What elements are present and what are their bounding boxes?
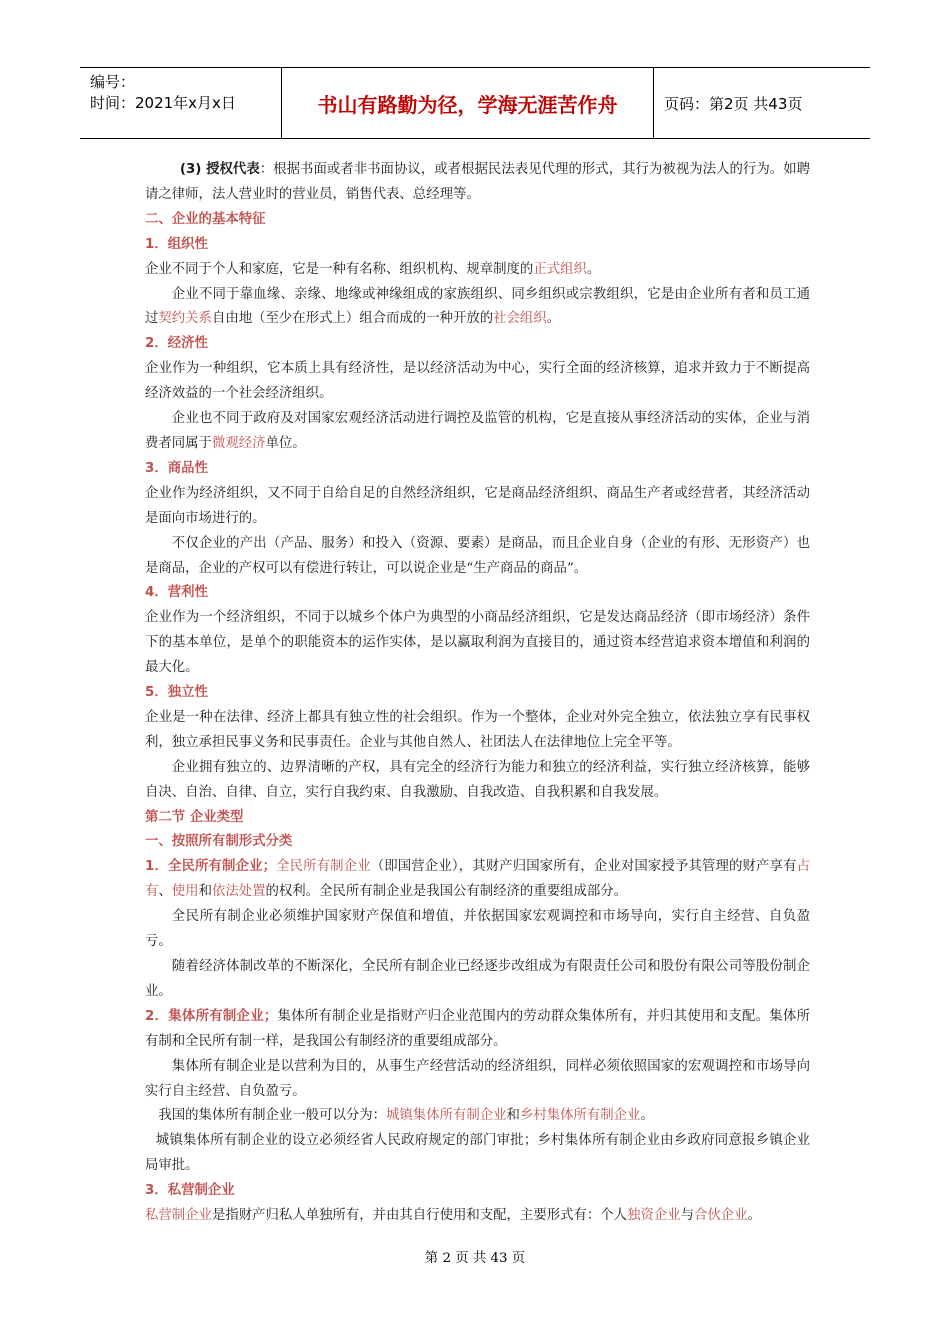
heading-organization: 1．组织性 [145,236,208,252]
heading-economic: 2．经济性 [145,336,208,352]
page-header [80,67,870,139]
paragraph-org-1: 企业不同于个人和家庭，它是一种有名称、组织机构、规章制度的正式组织。 [145,261,601,277]
paragraph-org-2: 企业不同于靠血缘、亲缘、地缘或神缘组成的家族组织、同乡组织或宗教组织，它是由企业所有者和员工通过契约关系自由地（至少在形式上）组合而成的一种开放的社会组织。 [145,286,810,327]
heading-ownership: 一、按照所有制形式分类 [145,834,293,850]
paragraph-econ-2: 企业也不同于政府及对国家宏观经济活动进行调控及监管的机构，它是直接从事经济活动的实体，企业与消费者同属于微观经济单位。 [145,411,810,451]
paragraph-authorized-rep: (3) 授权代表：根据书面或者非书面协议，或者根据民法表见代理的形式，其行为被视为法人的行为。如聘请之律师，法人营业时的营业员，销售代表、总经理等。 [145,162,811,202]
state-enterprise-term: 1．全民所有制企业； [145,859,276,875]
time-label: 时间：2021年x月x日 [90,94,236,112]
heading-private: 3．私营制企业 [145,1183,235,1199]
paragraph-comm-1: 企业作为经济组织，又不同于自给自足的自然经济组织，它是商品经济组织、商品生产者或经营者，其经济活动是面向市场进行的。 [145,485,810,526]
paragraph-econ-1: 企业作为一种组织，它本质上具有经济性，是以经济活动为中心，实行全面的经济核算，追求并致力于不断提高经济效益的一个社会经济组织。 [145,361,810,402]
paragraph-indep-2: 企业拥有独立的、边界清晰的产权，具有完全的经济行为能力和独立的经济利益，实行独立经济核算，能够自决、自治、自律、自立，实行自我约束、自我激励、自我改造、自我积累和自我发展。 [145,759,810,800]
link-rural-collective[interactable]: 乡村集体所有制企业 [519,1108,641,1124]
link-social-organization[interactable]: 社会组织 [493,311,547,327]
paragraph-state-3: 随着经济体制改革的不断深化，全民所有制企业已经逐步改组成为有限责任公司和股份有限公司等股份制企业。 [145,959,810,999]
paragraph-collective-3: 我国的集体所有制企业一般可以分为：城镇集体所有制企业和乡村集体所有制企业。 [158,1108,654,1124]
link-sole-proprietorship[interactable]: 独资企业 [627,1208,681,1224]
paragraph-collective-4: 城镇集体所有制企业的设立必须经省人民政府规定的部门审批；乡村集体所有制企业由乡政府同意报乡镇企业局审批。 [145,1133,810,1174]
authorized-rep-term: (3) 授权代表 [179,162,260,177]
heading-section-2: 第二节 企业类型 [145,809,244,825]
link-urban-collective[interactable]: 城镇集体所有制企业 [386,1108,507,1124]
header-meta [80,68,282,138]
heading-commodity: 3．商品性 [145,460,208,476]
paragraph-comm-2: 不仅企业的产出（产品、服务）和投入（资源、要素）是商品，而且企业自身（企业的有形、无形资产）也是商品，企业的产权可以有偿进行转让，可以说企业是“生产商品的商品”。 [145,535,810,576]
link-lawful-disposal[interactable]: 依法处置 [211,884,266,900]
link-state-enterprise[interactable]: 全民所有制企业 [275,859,371,875]
link-use[interactable]: 使用 [171,884,199,900]
header-motto: 书山有路勤为径，学海无涯苦作舟 [282,68,654,138]
paragraph-collective-1: 2．集体所有制企业；集体所有制企业是指财产归企业范围内的劳动群众集体所有，并归其使用和支配。集体所有制和全民所有制一样，是我国公有制经济的重要组成部分。 [145,1008,810,1049]
paragraph-state-1: 1．全民所有制企业；全民所有制企业（即国营企业），其财产归国家所有，企业对国家授予其管理的财产享有占有、使用和依法处置的权利。全民所有制企业是我国公有制经济的重要组成部分。 [145,859,810,900]
link-micro-economy[interactable]: 微观经济 [211,435,266,451]
page-footer: 第 2 页 共 43 页 [424,1251,526,1266]
link-contract-relation[interactable]: 契约关系 [158,311,212,327]
paragraph-profit-1: 企业作为一个经济组织，不同于以城乡个体户为典型的小商品经济组织，它是发达商品经济（即市场经济）条件下的基本单位，是单个的职能资本的运作实体，是以赢取利润为直接目的，通过资本经营追求资本增值和利润的最大化。 [145,610,810,676]
heading-profit: 4．营利性 [145,585,208,601]
id-label: 编号： [90,73,136,91]
heading-basic-features: 二、企业的基本特征 [145,211,266,227]
paragraph-state-2: 全民所有制企业必须维护国家财产保值和增值，并依据国家宏观调控和市场导向，实行自主经营、自负盈亏。 [145,909,810,950]
paragraph-private-1: 私营制企业是指财产归私人单独所有，并由其自行使用和支配，主要形式有：个人独资企业与合伙企业。 [145,1208,761,1224]
link-formal-organization[interactable]: 正式组织 [533,261,587,277]
heading-independence: 5．独立性 [145,685,208,701]
header-page-label: 页码：第2页 共43页 [664,94,803,113]
collective-enterprise-term: 2．集体所有制企业； [145,1008,278,1024]
paragraph-indep-1: 企业是一种在法律、经济上都具有独立性的社会组织。作为一个整体，企业对外完全独立，依法独立享有民事权利，独立承担民事义务和民事责任。企业与其他自然人、社团法人在法律地位上完全平等。 [145,709,810,750]
paragraph-collective-2: 集体所有制企业是以营利为目的，从事生产经营活动的经济组织，同样必须依照国家的宏观调控和市场导向实行自主经营、自负盈亏。 [145,1058,810,1099]
link-partnership[interactable]: 合伙企业 [694,1208,748,1224]
document-body [145,158,810,1229]
link-possession[interactable]: 占有 [145,859,810,900]
link-private-enterprise[interactable]: 私营制企业 [145,1208,212,1224]
